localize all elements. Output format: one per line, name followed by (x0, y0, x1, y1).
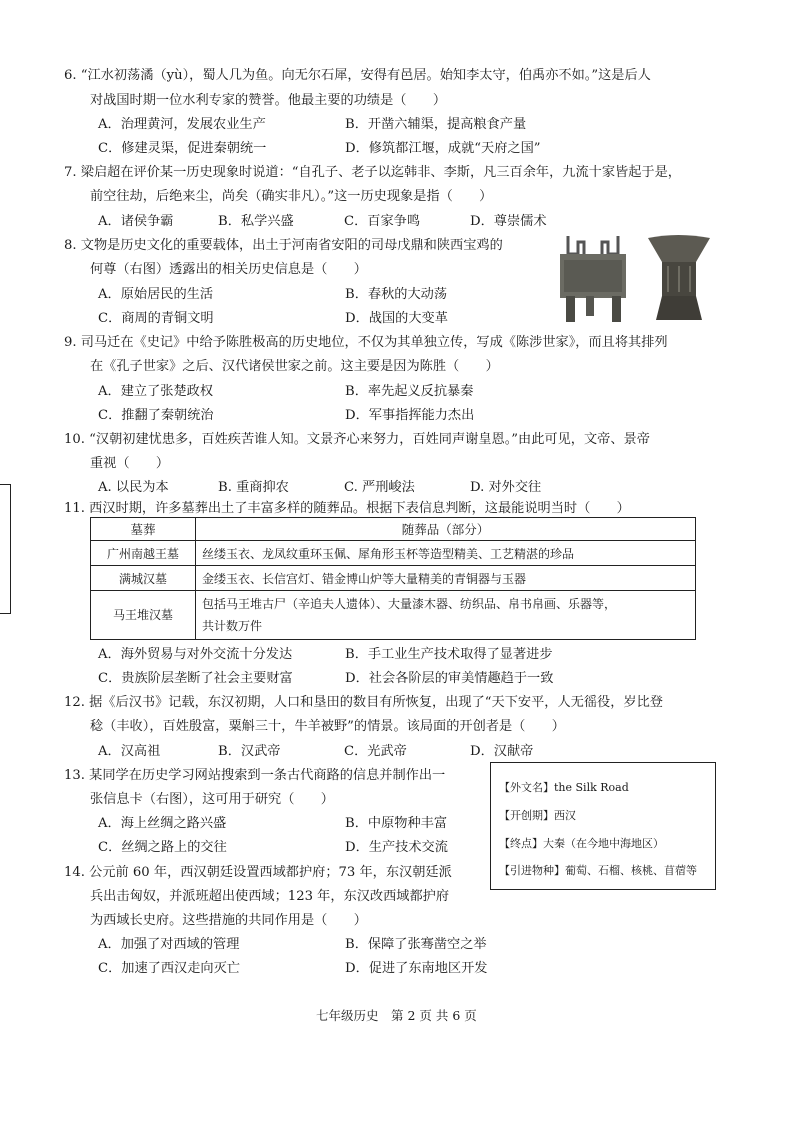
bronze-vessels-image (556, 232, 716, 324)
question-14-stem-line1: 14. 公元前 60 年，西汉朝廷设置西域都护府；73 年，东汉朝廷派 (64, 865, 452, 880)
table-cell-objects: 丝缕玉衣、龙凤纹重环玉佩、犀角形玉杯等造型精美、工艺精湛的珍品 (196, 541, 696, 566)
table-header-row (91, 518, 696, 541)
question-6-option-c: C．修建灵渠，促进秦朝统一 (98, 141, 267, 156)
table-cell-objects (196, 591, 696, 640)
question-7-option-a: A．诸侯争霸 (98, 214, 174, 229)
funerary-objects-table (90, 517, 696, 640)
page-footer: 七年级历史 第 2 页 共 6 页 (316, 1008, 477, 1023)
question-14-option-b: B．保障了张骞凿空之举 (345, 937, 487, 952)
info-card-row-period: 【开创期】西汉 (499, 809, 576, 822)
info-card-row-endpoint: 【终点】大秦（在今地中海地区） (499, 837, 664, 850)
info-card-row-species: 【引进物种】葡萄、石榴、核桃、苜蓿等 (499, 864, 697, 877)
question-9-option-b: B．率先起义反抗暴秦 (345, 384, 474, 399)
question-14-option-c: C．加速了西汉走向灭亡 (98, 961, 240, 976)
question-13-stem-line2: 张信息卡（右图），这可用于研究（ ） (90, 792, 334, 807)
info-card-row-name: 【外文名】the Silk Road (499, 781, 629, 794)
question-6-option-b: B．开凿六辅渠，提高粮食产量 (345, 117, 527, 132)
question-7-option-c: C．百家争鸣 (344, 214, 421, 229)
question-13-option-d: D．生产技术交流 (345, 840, 448, 855)
question-9-option-c: C．推翻了秦朝统治 (98, 408, 214, 423)
question-9-stem-line2: 在《孔子世家》之后、汉代诸侯世家之前。这主要是因为陈胜（ ） (90, 359, 499, 374)
question-10-option-c: C. 严刑峻法 (344, 480, 415, 495)
question-13-stem-line1: 13. 某同学在历史学习网站搜索到一条古代商路的信息并制作出一 (64, 768, 446, 783)
question-13-option-b: B．中原物种丰富 (345, 816, 448, 831)
question-12-option-d: D．汉献帝 (470, 744, 534, 759)
question-12-option-b: B．汉武帝 (218, 744, 281, 759)
question-10-option-b: B. 重商抑农 (218, 480, 289, 495)
simuwu-ding-image (560, 236, 626, 322)
question-6-stem-line2: 对战国时期一位水利专家的赞誉。他最主要的功绩是（ ） (90, 93, 447, 108)
question-7-option-d: D．尊崇儒术 (470, 214, 547, 229)
question-6-option-a: A．治理黄河，发展农业生产 (98, 117, 266, 132)
table-row (91, 591, 696, 640)
question-10-option-d: D. 对外交往 (470, 480, 542, 495)
question-8-stem-line1: 8. 文物是历史文化的重要载体，出土于河南省安阳的司母戊鼎和陕西宝鸡的 (64, 238, 503, 253)
table-cell-tomb: 马王堆汉墓 (91, 591, 196, 640)
table-row (91, 566, 696, 591)
question-10-option-a: A. 以民为本 (98, 480, 169, 495)
question-8-option-b: B．春秋的大动荡 (345, 287, 448, 302)
question-11-option-d: D．社会各阶层的审美情趣趋于一致 (345, 671, 554, 686)
question-12-option-a: A．汉高祖 (98, 744, 161, 759)
table-cell-tomb: 广州南越王墓 (91, 541, 196, 566)
table-header-objects: 随葬品（部分） (196, 518, 696, 541)
question-9-stem-line1: 9. 司马迁在《史记》中给予陈胜极高的历史地位，不仅为其单独立传，写成《陈涉世家》，而且将其排列 (64, 335, 668, 350)
question-14-stem-line3: 为西域长史府。这些措施的共同作用是（ ） (90, 913, 367, 928)
question-14-option-a: A．加强了对西域的管理 (98, 937, 240, 952)
question-7-stem-line1: 7. 梁启超在评价某一历史现象时说道：“自孔子、老子以迄韩非、李斯，凡三百余年，九流十家皆起于是， (64, 165, 681, 180)
question-8-stem-line2: 何尊（右图）透露出的相关历史信息是（ ） (90, 262, 367, 277)
table-cell-objects-line2: 共计数万件 (202, 619, 263, 633)
question-11-stem: 11. 西汉时期，许多墓葬出土了丰富多样的随葬品。根据下表信息判断，这最能说明当时（ ） (64, 501, 630, 516)
question-7-stem-line2: 前空往劫，后绝来尘，尚矣（确实非凡）。”这一历史现象是指（ ） (90, 189, 493, 204)
question-11-option-b: B．手工业生产技术取得了显著进步 (345, 647, 553, 662)
table-cell-objects-line1: 包括马王堆古尸（辛追夫人遗体）、大量漆木器、纺织品、帛书帛画、乐器等， (202, 597, 617, 611)
table-row (91, 541, 696, 566)
question-13-option-c: C．丝绸之路上的交往 (98, 840, 227, 855)
question-8-option-a: A．原始居民的生活 (98, 287, 214, 302)
silk-road-info-card (490, 762, 716, 890)
table-cell-tomb: 满城汉墓 (91, 566, 196, 591)
question-11-option-c: C．贵族阶层垄断了社会主要财富 (98, 671, 293, 686)
question-13-option-a: A．海上丝绸之路兴盛 (98, 816, 227, 831)
binding-margin-bracket (0, 484, 11, 614)
question-7-option-b: B．私学兴盛 (218, 214, 294, 229)
question-6-option-d: D．修筑都江堰，成就“天府之国” (345, 141, 541, 156)
question-12-stem-line1: 12. 据《后汉书》记载，东汉初期，人口和垦田的数目有所恢复，出现了“天下安平，人无徭役，岁比登 (64, 695, 663, 710)
table-header-tomb: 墓葬 (91, 518, 196, 541)
question-9-option-d: D．军事指挥能力杰出 (345, 408, 475, 423)
question-14-option-d: D．促进了东南地区开发 (345, 961, 488, 976)
question-10-stem-line1: 10. “汉朝初建忧患多，百姓疾苦谁人知。文景齐心来努力，百姓同声谢皇恩。”由此可见，文帝、景帝 (64, 432, 650, 447)
question-14-stem-line2: 兵出击匈奴，并派班超出使西域；123 年，东汉改西域都护府 (90, 889, 450, 904)
question-11-option-a: A．海外贸易与对外交流十分发达 (98, 647, 293, 662)
he-zun-image (648, 235, 710, 320)
question-10-stem-line2: 重视（ ） (90, 456, 170, 471)
question-12-stem-line2: 稔（丰收），百姓殷富，粟斛三十，牛羊被野”的情景。该局面的开创者是（ ） (90, 719, 565, 734)
question-8-option-d: D．战国的大变革 (345, 311, 448, 326)
table-cell-objects: 金缕玉衣、长信宫灯、错金博山炉等大量精美的青铜器与玉器 (196, 566, 696, 591)
question-8-option-c: C．商周的青铜文明 (98, 311, 214, 326)
question-9-option-a: A．建立了张楚政权 (98, 384, 214, 399)
question-6-stem-line1: 6. “江水初荡潏（yù），蜀人几为鱼。向无尔石犀，安得有邑居。始知李太守，伯禹亦不如。”这是后人 (64, 68, 651, 83)
question-12-option-c: C．光武帝 (344, 744, 407, 759)
